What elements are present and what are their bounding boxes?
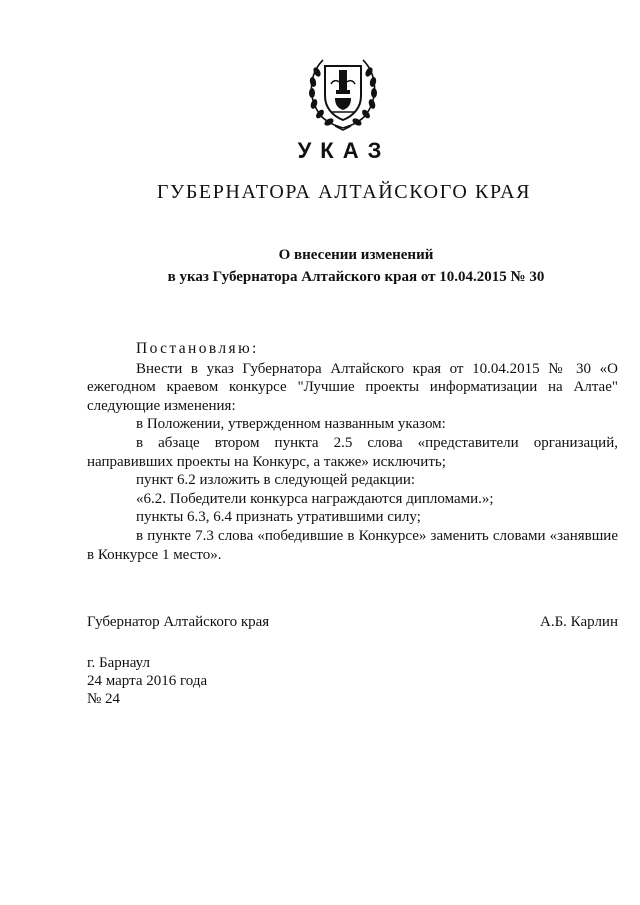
paragraph: «6.2. Победители конкурса награждаются дипломами.»;	[136, 490, 494, 507]
document-heading	[0, 244, 640, 288]
heading-line-2: в указ Губернатора Алтайского края от 10.04.2015 № 30	[167, 269, 545, 285]
document-title: УКАЗ	[297, 138, 391, 163]
decree-word: Постановляю:	[136, 340, 259, 357]
paragraph: в пункте 7.3 слова «победившие в Конкурсе» заменить словами «занявшие в Конкурсе 1 место».	[87, 527, 618, 563]
coat-of-arms-icon	[303, 50, 383, 132]
paragraph: пункт 6.2 изложить в следующей редакции:	[136, 472, 416, 489]
document-body	[87, 340, 618, 564]
signature-position: Губернатор Алтайского края	[87, 614, 270, 630]
issue-details	[87, 654, 207, 708]
heading-line-1: О внесении изменений	[278, 247, 434, 263]
paragraph: Внести в указ Губернатора Алтайского края от 10.04.2015 № 30 «О ежегодном краевом конкурсе "Лучшие проекты информатизации на Алтае" следующие изменения:	[87, 360, 618, 414]
issue-city: г. Барнаул	[87, 655, 150, 671]
paragraph: пункты 6.3, 6.4 признать утратившими силу;	[136, 509, 421, 526]
signature-name: А.Б. Карлин	[539, 614, 618, 630]
issue-number: № 24	[87, 691, 121, 707]
paragraph: в абзаце втором пункта 2.5 слова «представители организаций, направивших проекты на Конкурс, а также» исключить;	[87, 434, 618, 470]
document-subtitle: ГУБЕРНАТОРА АЛТАЙСКОГО КРАЯ	[156, 181, 532, 203]
issue-date: 24 марта 2016 года	[87, 673, 208, 689]
paragraph: в Положении, утвержденном названным указом:	[136, 416, 446, 433]
